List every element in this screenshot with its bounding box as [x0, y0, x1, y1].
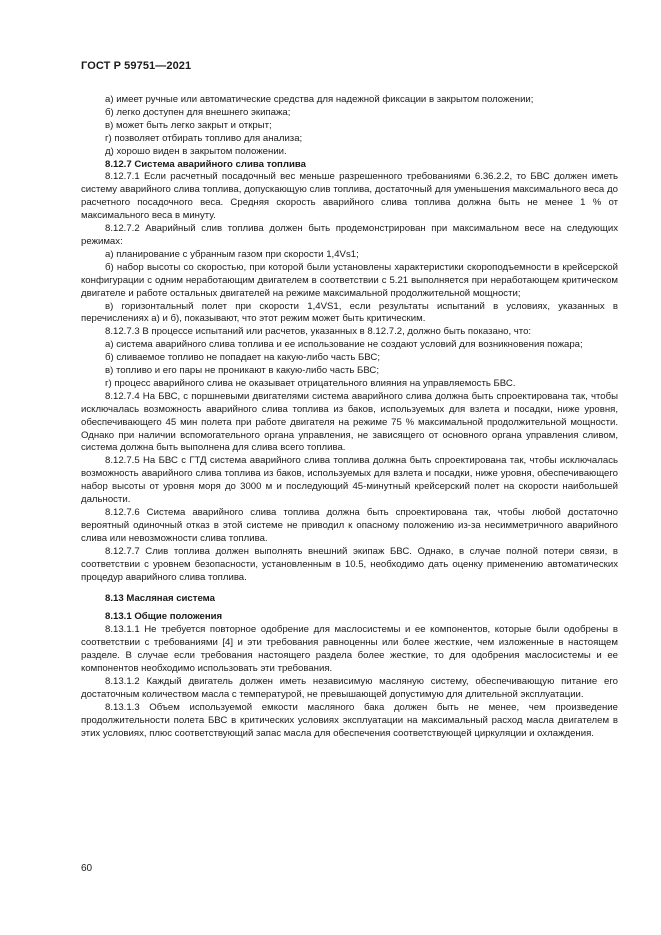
paragraph: 8.13.1.2 Каждый двигатель должен иметь независимую масляную систему, обеспечивающую питание его достаточным количеством масла с температурой, не превышающей допустимую для длительной эксплуатации.	[81, 675, 618, 700]
paragraph: 8.12.7.5 На БВС с ГТД система аварийного слива топлива должна быть спроектирована так, чтобы исключалась возможность аварийного слива топлива из баков, используемых для взлета и посадки, ниже уровня, обеспечивающего набор высоты от уровня моря до 3000 м и последующий 45-минутный крейсерский полет на скорости наибольшей дальности.	[81, 455, 618, 506]
list-item: г) позволяет отбирать топливо для анализа;	[105, 132, 303, 144]
list-item: б) легко доступен для внешнего экипажа;	[105, 106, 291, 118]
paragraph: 8.13.1.1 Не требуется повторное одобрение для маслосистемы и ее компонентов, которые были одобрены в соответствии с требованиями [4] и эти требования равноценны или более жесткие, чем изложенные в настоящем разделе. В случае если требования настоящего раздела более жесткие, то для одобрения маслосистемы и ее компонентов необходимо использовать эти требования.	[81, 624, 618, 674]
paragraph: в) топливо и его пары не проникают в какую-либо часть БВС;	[105, 365, 380, 377]
list-item: д) хорошо виден в закрытом положении.	[105, 145, 287, 157]
paragraph: в) горизонтальный полет при скорости 1,4VS1, если результаты испытаний в условиях, указанных в перечислениях а) и б), показывают, что этот режим может быть критическим.	[81, 300, 618, 325]
paragraph: б) набор высоты со скоростью, при которой были установлены характеристики скороподъемности в крейсерской конфигурации с одним неработающим двигателем в соответствии с 5.21 выполняется при неработающем критическом двигателе и работе остальных двигателей на режиме максимальной продолжительной мощности;	[81, 261, 618, 299]
paragraph: 8.12.7.6 Система аварийного слива топлива должна быть спроектирована так, чтобы любой достаточно вероятный одиночный отказ в этой системе не приводил к опасному положению из-за несимметричного аварийного слива или невозможности слива топлива.	[81, 507, 618, 544]
paragraph: 8.12.7.3 В процессе испытаний или расчетов, указанных в 8.12.7.2, должно быть показано, что:	[105, 326, 532, 338]
paragraph: а) планирование с убранным газом при скорости 1,4Vs1;	[105, 248, 359, 260]
paragraph: б) сливаемое топливо не попадает на какую-либо часть БВС;	[105, 352, 380, 364]
paragraph: 8.12.7.7 Слив топлива должен выполнять внешний экипаж БВС. Однако, в случае полной потери связи, в соответствии с уровнем безопасности, установленным в 10.5, необходимо дать оценку применению автоматических процедур аварийного слива топлива.	[81, 545, 618, 583]
subsection-heading: 8.12.7 Система аварийного слива топлива	[105, 158, 306, 170]
document-body	[81, 94, 618, 740]
document-header: ГОСТ Р 59751—2021	[81, 60, 192, 72]
paragraph: 8.12.7.4 На БВС, с поршневыми двигателями система аварийного слива должна быть спроектирована так, чтобы исключалась возможность аварийного слива топлива из баков, используемых для взлета и посадки, ниже уровня, обеспечивающего 45 мин полета при работе двигателя на режиме 75 % максимальной продолжительной мощности. Однако при наличии вспомогательного органа управления, не зависящего от основного органа управления сливом, система должна быть выполнена для слива всего топлива.	[81, 390, 618, 454]
subsection-heading: 8.13.1 Общие положения	[105, 611, 223, 623]
paragraph: а) система аварийного слива топлива и ее использование не создают условий для возникновения пожара;	[105, 339, 583, 351]
section-heading: 8.13 Масляная система	[105, 593, 215, 605]
paragraph: 8.12.7.1 Если расчетный посадочный вес меньше разрешенного требованиями 6.36.2.2, то БВС должен иметь систему аварийного слива топлива, допускающую слив топлива, достаточный для уменьшения максимального веса до расчетного посадочного веса. Средняя скорость аварийного слива топлива должна быть не менее 1 % от максимального веса в минуту.	[81, 171, 618, 222]
list-item: а) имеет ручные или автоматические средства для надежной фиксации в закрытом положении;	[105, 94, 534, 105]
paragraph: 8.13.1.3 Объем используемой емкости масляного бака должен быть не менее, чем произведение продолжительности полета БВС в критических условиях эксплуатации на максимальный расход масла двигателем в этих условиях, плюс соответствующий запас масла для обеспечения соответствующей циркуляции и охлаждения.	[81, 701, 618, 739]
paragraph: г) процесс аварийного слива не оказывает отрицательного влияния на управляемость БВС.	[105, 377, 516, 389]
paragraph: 8.12.7.2 Аварийный слив топлива должен быть продемонстрирован при максимальном весе на следующих режимах:	[81, 223, 618, 247]
list-item: в) может быть легко закрыт и открыт;	[105, 119, 272, 131]
page-number: 60	[81, 863, 93, 874]
